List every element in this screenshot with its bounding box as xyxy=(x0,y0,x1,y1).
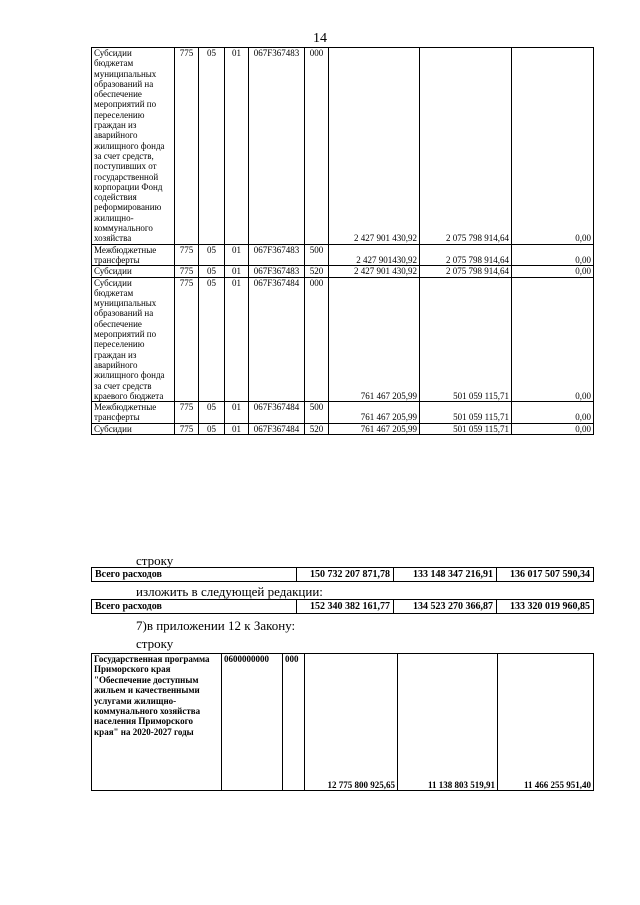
expense-type: 000 xyxy=(305,48,329,245)
row-name: Межбюджетные трансферты xyxy=(92,402,175,424)
total-label: Всего расходов xyxy=(92,568,297,582)
section-code: 05 xyxy=(199,423,225,434)
ministry-code: 775 xyxy=(175,423,199,434)
value-cell: 0,00 xyxy=(512,423,594,434)
instruction-stroku: строку xyxy=(136,636,174,651)
subsection-code: 01 xyxy=(225,266,249,277)
page-number: 14 xyxy=(313,31,327,46)
section-code: 05 xyxy=(199,266,225,277)
value-cell: 761 467 205,99 xyxy=(329,277,420,402)
expense-type: 000 xyxy=(283,654,305,791)
target-article: 067F367484 xyxy=(249,402,305,424)
value-cell: 2 427 901 430,92 xyxy=(329,48,420,245)
subsection-code: 01 xyxy=(225,423,249,434)
subsection-code: 01 xyxy=(225,402,249,424)
instruction-izlozhit: изложить в следующей редакции: xyxy=(136,584,323,599)
target-article: 067F367484 xyxy=(249,423,305,434)
table-row xyxy=(92,568,594,582)
expense-type: 000 xyxy=(305,277,329,402)
section-code: 05 xyxy=(199,277,225,402)
section-code: 05 xyxy=(199,244,225,266)
total-value-2: 134 523 270 366,87 xyxy=(394,600,497,614)
table-row xyxy=(92,654,594,791)
total-value-1: 152 340 382 161,77 xyxy=(297,600,394,614)
ministry-code: 775 xyxy=(175,402,199,424)
value-cell: 0,00 xyxy=(512,244,594,266)
total-value-2: 133 148 347 216,91 xyxy=(394,568,497,582)
table-row xyxy=(92,423,594,434)
section-code: 05 xyxy=(199,402,225,424)
program-table xyxy=(91,653,594,791)
expense-type: 520 xyxy=(305,423,329,434)
row-name: Субсидии бюджетам муниципальных образований на обеспечение мероприятий по переселению граждан из аварийного жилищного фонда за счет средств, поступивших от государственной корпорации Фонд содействия реформированию жилищно-коммунального хозяйства xyxy=(92,48,175,245)
target-article: 067F367483 xyxy=(249,48,305,245)
value-cell: 0,00 xyxy=(512,402,594,424)
value-cell: 2 427 901430,92 xyxy=(329,244,420,266)
budget-table xyxy=(91,47,594,435)
subsection-code: 01 xyxy=(225,244,249,266)
value-cell: 2 075 798 914,64 xyxy=(420,266,512,277)
row-name: Субсидии xyxy=(92,423,175,434)
program-code: 0600000000 xyxy=(222,654,283,791)
value-cell: 0,00 xyxy=(512,266,594,277)
value-cell: 2 075 798 914,64 xyxy=(420,48,512,245)
expense-type: 500 xyxy=(305,244,329,266)
value-cell: 11 466 255 951,40 xyxy=(498,654,594,791)
row-name: Субсидии бюджетам муниципальных образований на обеспечение мероприятий по переселению граждан из аварийного жилищного фонда за счет средств краевого бюджета xyxy=(92,277,175,402)
program-name: Государственная программа Приморского края "Обеспечение доступным жильем и качественными услугами жилищно-коммунального хозяйства населения Приморского края" на 2020-2027 годы xyxy=(92,654,222,791)
value-cell: 761 467 205,99 xyxy=(329,423,420,434)
value-cell: 501 059 115,71 xyxy=(420,402,512,424)
ministry-code: 775 xyxy=(175,277,199,402)
table-row xyxy=(92,244,594,266)
value-cell: 0,00 xyxy=(512,48,594,245)
ministry-code: 775 xyxy=(175,48,199,245)
value-cell: 2 075 798 914,64 xyxy=(420,244,512,266)
target-article: 067F367483 xyxy=(249,244,305,266)
section-code: 05 xyxy=(199,48,225,245)
total-label: Всего расходов xyxy=(92,600,297,614)
value-cell: 11 138 803 519,91 xyxy=(398,654,498,791)
value-cell: 501 059 115,71 xyxy=(420,423,512,434)
value-cell: 0,00 xyxy=(512,277,594,402)
expense-type: 520 xyxy=(305,266,329,277)
row-name: Межбюджетные трансферты xyxy=(92,244,175,266)
row-name: Субсидии xyxy=(92,266,175,277)
table-row xyxy=(92,277,594,402)
value-cell: 12 775 800 925,65 xyxy=(305,654,398,791)
ministry-code: 775 xyxy=(175,244,199,266)
subsection-code: 01 xyxy=(225,48,249,245)
expense-type: 500 xyxy=(305,402,329,424)
subsection-code: 01 xyxy=(225,277,249,402)
table-row xyxy=(92,48,594,245)
instruction-item7: 7)в приложении 12 к Закону: xyxy=(136,618,296,633)
instruction-stroku: строку xyxy=(136,553,174,568)
table-row xyxy=(92,266,594,277)
total-value-1: 150 732 207 871,78 xyxy=(297,568,394,582)
ministry-code: 775 xyxy=(175,266,199,277)
value-cell: 2 427 901 430,92 xyxy=(329,266,420,277)
target-article: 067F367483 xyxy=(249,266,305,277)
table-row xyxy=(92,402,594,424)
total-value-3: 136 017 507 590,34 xyxy=(497,568,594,582)
table-row xyxy=(92,600,594,614)
total-new-table xyxy=(91,599,594,614)
target-article: 067F367484 xyxy=(249,277,305,402)
value-cell: 761 467 205,99 xyxy=(329,402,420,424)
total-value-3: 133 320 019 960,85 xyxy=(497,600,594,614)
total-old-table xyxy=(91,567,594,582)
value-cell: 501 059 115,71 xyxy=(420,277,512,402)
